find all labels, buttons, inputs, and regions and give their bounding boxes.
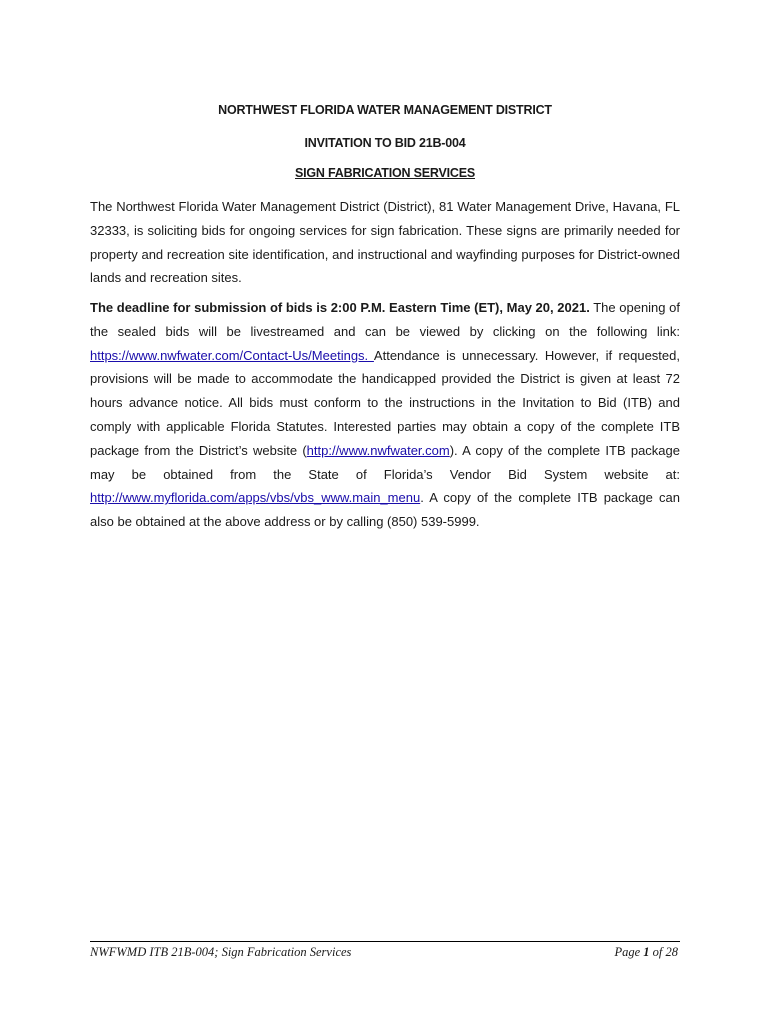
vendor-bid-system-link[interactable]: http://www.myflorida.com/apps/vbs/vbs_www.main_menu [90, 490, 421, 506]
footer-divider [90, 941, 680, 942]
livestream-text: The opening of the sealed bids will be livestreamed and can be viewed by clicking on the following link: [90, 300, 680, 339]
vbs-intro-text: ). A copy of the complete ITB package may be obtained from the State of Florida’s Vendor Bid System website at: [90, 442, 680, 482]
subject-heading: SIGN FABRICATION SERVICES [295, 166, 475, 180]
deadline-statement: The deadline for submission of bids is 2:00 P.M. Eastern Time (ET), May 20, 2021. [90, 300, 590, 315]
current-page: 1 [643, 945, 650, 959]
contact-text: . A copy of the complete ITB package can also be obtained at the above address or by calling (850) 539-5999. [90, 490, 680, 530]
intro-paragraph: The Northwest Florida Water Management District (District), 81 Water Management Drive, Havana, FL 32333, is soliciting bids for ongoing services for sign fabrication. These signs are primarily needed for property and recreation site identification, and instructional and wayfinding purposes for District-owned lands and recreation sites. [90, 199, 680, 286]
page-total: of 28 [649, 945, 678, 959]
attendance-text: Attendance is unnecessary. However, if requested, provisions will be made to accommodate the handicapped provided the District is given at least 72 hours advance notice. All bids must conform to the instructions in the Invitation to Bid (ITB) and comply with applicable Florida Statutes. Interested parties may obtain a copy of the complete ITB package from the District’s website ( [90, 347, 680, 458]
footer-page-number [614, 945, 678, 960]
itb-title: INVITATION TO BID 21B-004 [304, 136, 466, 150]
deadline-paragraph [90, 296, 680, 534]
meetings-link[interactable]: https://www.nwfwater.com/Contact-Us/Meetings. [90, 347, 374, 363]
page-label: Page [614, 945, 644, 959]
footer-document-title: NWFWMD ITB 21B-004; Sign Fabrication Services [90, 945, 352, 959]
agency-heading: NORTHWEST FLORIDA WATER MANAGEMENT DISTRICT [218, 103, 552, 117]
district-website-link[interactable]: http://www.nwfwater.com [306, 442, 450, 458]
